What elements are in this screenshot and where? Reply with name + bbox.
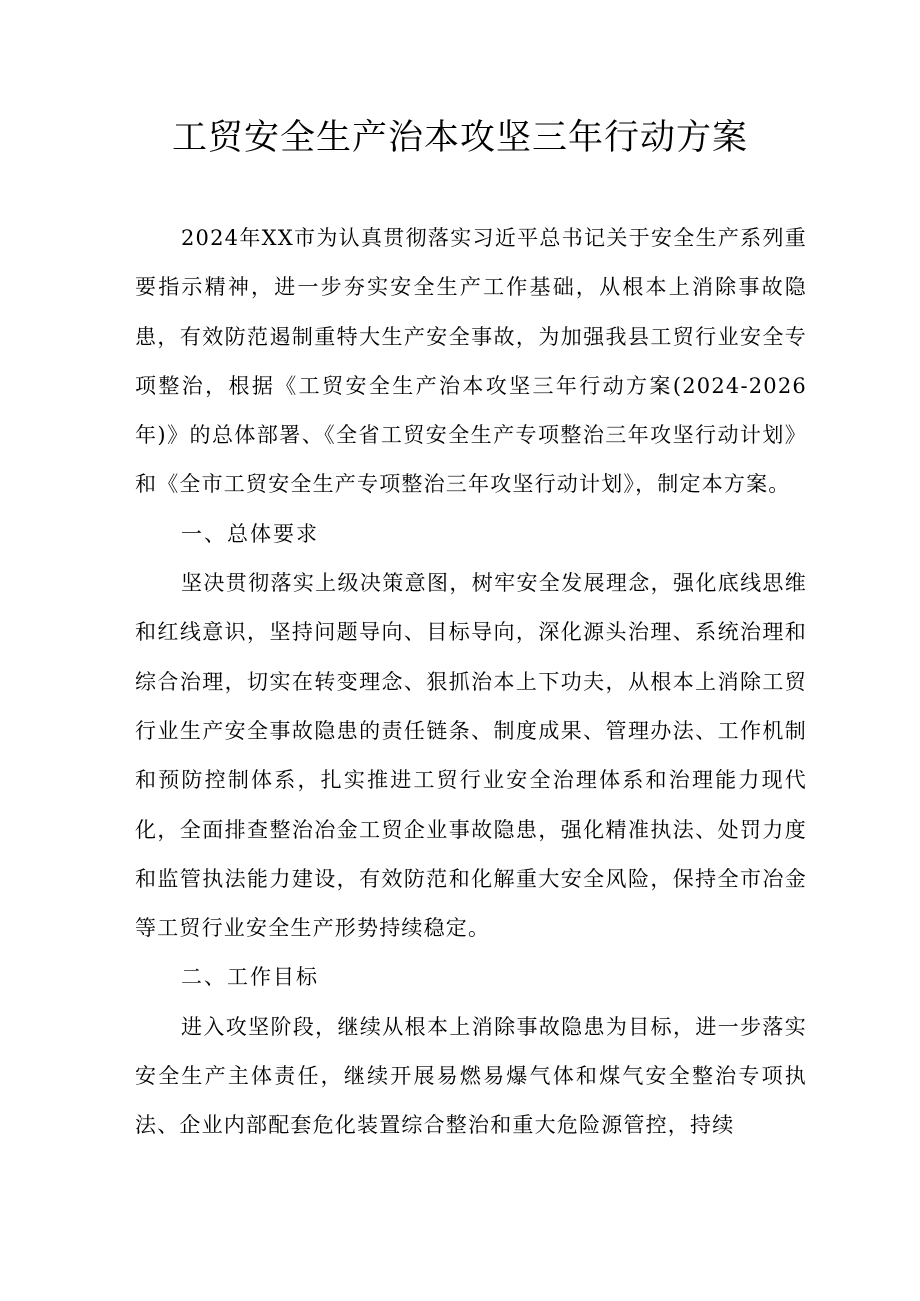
section-heading-work-goals: 二、工作目标 <box>181 965 319 990</box>
document-body <box>135 214 807 1151</box>
intro-paragraph: 2024年XX市为认真贯彻落实习近平总书记关于安全生产系列重要指示精神，进一步夯实安全生产工作基础，从根本上消除事故隐患，有效防范遏制重特大生产安全事故，为加强我县工贸行业安全专项整治，根据《工贸安全生产治本攻坚三年行动方案(2024-2026年)》的总体部署、《全省工贸安全生产专项整治三年攻坚行动计划》和《全市工贸安全生产专项整治三年攻坚行动计划》，制定本方案。 <box>135 226 807 497</box>
document-title: 工贸安全生产治本攻坚三年行动方案 <box>171 118 748 158</box>
section-paragraph-general-requirements: 坚决贯彻落实上级决策意图，树牢安全发展理念，强化底线思维和红线意识，坚持问题导向、目标导向，深化源头治理、系统治理和综合治理，切实在转变理念、狠抓治本上下功夫，从根本上消除工贸行业生产安全事故隐患的责任链条、制度成果、管理办法、工作机制和预防控制体系，扎实推进工贸行业安全治理体系和治理能力现代化，全面排查整治冶金工贸企业事故隐患，强化精准执法、处罚力度和监管执法能力建设，有效防范和化解重大安全风险，保持全市冶金等工贸行业安全生产形势持续稳定。 <box>135 571 807 941</box>
section-paragraph-work-goals: 进入攻坚阶段，继续从根本上消除事故隐患为目标，进一步落实安全生产主体责任，继续开展易燃易爆气体和煤气安全整治专项执法、企业内部配套危化装置综合整治和重大危险源管控，持续 <box>135 1014 807 1138</box>
section-heading-general-requirements: 一、总体要求 <box>181 521 319 546</box>
